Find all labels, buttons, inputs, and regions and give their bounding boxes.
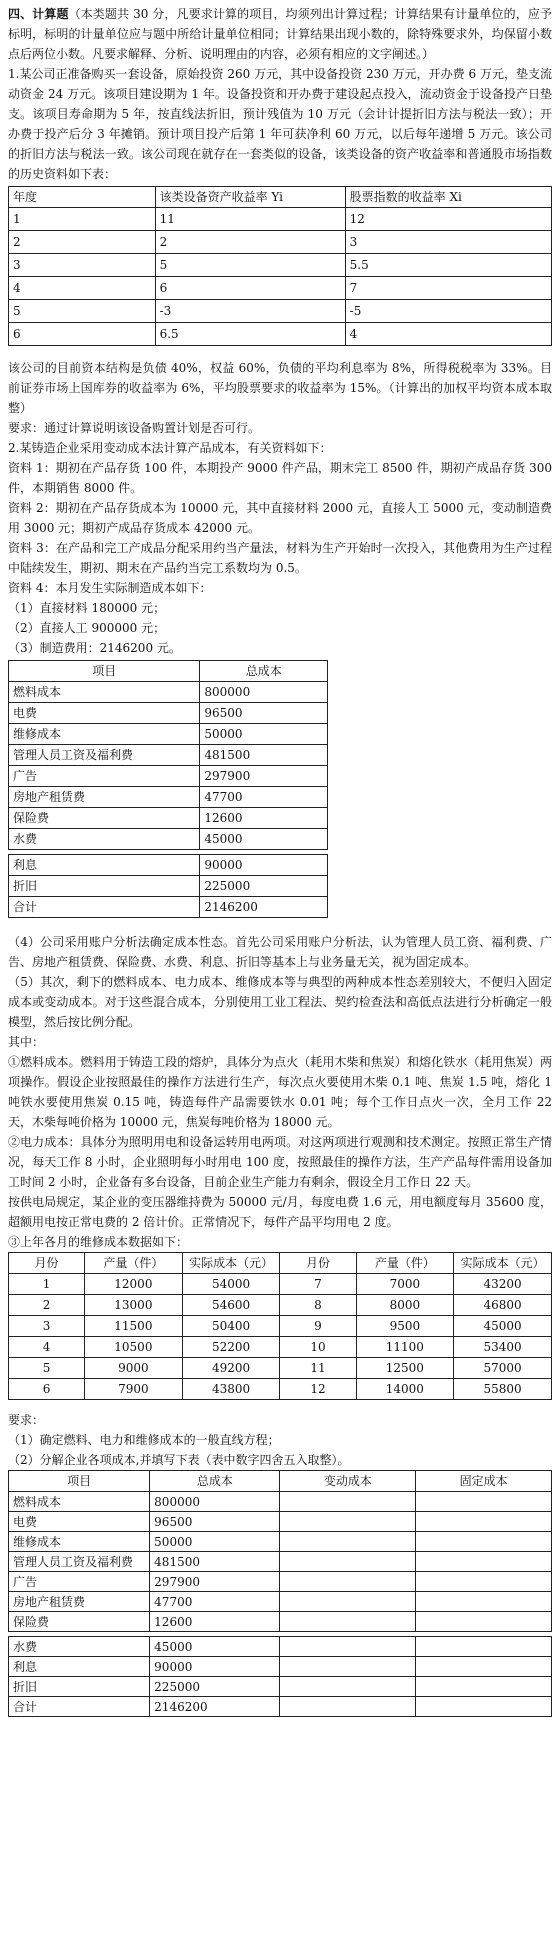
table-cell: 481500 <box>200 745 328 766</box>
section-instructions: （本类题共 30 分，凡要求计算的项目，均须列出计算过程；计算结果有计量单位的，应予标明，标明的计量单位应与题中所给计量单位相同；计算结果出现小数的，除特殊要求外，均保留小数点后两位小数。凡要求解释、分析、说明理由的内容，必须有相应的文字阐述。） <box>8 7 552 61</box>
table-row <box>9 1612 552 1632</box>
table-cell <box>416 1657 552 1677</box>
table-row <box>9 787 328 808</box>
table-cell: 合计 <box>9 1697 150 1717</box>
table-cell: 7900 <box>85 1379 183 1400</box>
table-cell: 4 <box>9 277 156 300</box>
table-cell: 管理人员工资及福利费 <box>9 745 200 766</box>
table-row <box>9 1274 552 1295</box>
table-cell: 折旧 <box>9 876 200 897</box>
table-cell: 维修成本 <box>9 1532 150 1552</box>
table-cell: 2 <box>9 231 156 254</box>
table-cell: 折旧 <box>9 1677 150 1697</box>
table-cell: 45000 <box>200 829 328 850</box>
table-cell: 7 <box>345 277 551 300</box>
table-cell: 96500 <box>150 1512 280 1532</box>
column-header: 月份 <box>280 1253 356 1274</box>
table-cell: 2146200 <box>200 897 328 918</box>
table-cell <box>416 1552 552 1572</box>
q2-cost-1: （1）直接材料 180000 元； <box>8 601 166 615</box>
table-row <box>9 1637 552 1657</box>
column-header: 年度 <box>9 187 156 208</box>
maintenance-table <box>8 1252 552 1400</box>
q2-material-4: 资料 4：本月发生实际制造成本如下： <box>8 581 212 595</box>
table-row <box>9 1677 552 1697</box>
table-cell <box>416 1637 552 1657</box>
q2-maintenance: ③上年各月的维修成本数据如下： <box>8 1235 189 1249</box>
table-row <box>9 208 552 231</box>
column-header: 总成本 <box>150 1471 280 1492</box>
table-cell <box>280 1552 416 1572</box>
q2-req-2: （2）分解企业各项成本,并填写下表（表中数字四舍五入取整）。 <box>8 1453 350 1467</box>
section-label: 四、计算题 <box>8 7 69 21</box>
table-row <box>9 1572 552 1592</box>
table-cell: 54000 <box>182 1274 280 1295</box>
column-header: 月份 <box>9 1253 85 1274</box>
table-cell: 广告 <box>9 766 200 787</box>
q2-power: ②电力成本：具体分为照明用电和设备运转用电两项。对这两项进行观测和技术测定。按照正常生产情况，每天工作 8 小时，企业照明每小时用电 100 度，按照最佳的操作方法，生产产品每件需用设备加工时间 2 小时，企业备有多台设备，目前企业生产能力有剩余，假设全月工作日 22 天。 <box>8 1135 552 1189</box>
column-header: 产量（件） <box>356 1253 454 1274</box>
table-cell: 12600 <box>200 808 328 829</box>
table-cell <box>280 1637 416 1657</box>
q2-cost-2: （2）直接人工 900000 元； <box>8 621 166 635</box>
table-row <box>9 1592 552 1612</box>
table-cell: 45000 <box>454 1316 552 1337</box>
q2-power-2: 按供电局规定，某企业的变压器维持费为 50000 元/月，每度电费 1.6 元，用电额度每月 35600 度，超额用电按正常电费的 2 倍计价。正常情况下，每件产品平均用电 2 度。 <box>8 1195 552 1229</box>
table-cell <box>416 1572 552 1592</box>
table-row <box>9 1316 552 1337</box>
table-cell: 利息 <box>9 1657 150 1677</box>
table-cell: 43800 <box>182 1379 280 1400</box>
table-cell: 10500 <box>85 1337 183 1358</box>
table-cell: 2146200 <box>150 1697 280 1717</box>
table-row <box>9 1337 552 1358</box>
table-row <box>9 1492 552 1512</box>
table-cell: 5.5 <box>345 254 551 277</box>
column-header: 实际成本（元） <box>454 1253 552 1274</box>
table-cell: 46800 <box>454 1295 552 1316</box>
table-cell: 电费 <box>9 703 200 724</box>
table-cell <box>280 1572 416 1592</box>
table-cell: 9500 <box>356 1316 454 1337</box>
table-cell <box>280 1592 416 1612</box>
table-cell: -5 <box>345 300 551 323</box>
table-cell: 6 <box>9 323 156 346</box>
table-cell: 1 <box>9 1274 85 1295</box>
table-cell <box>280 1612 416 1632</box>
table-cell: 12600 <box>150 1612 280 1632</box>
table-cell: 房地产租赁费 <box>9 1592 150 1612</box>
q2-point-4: （4）公司采用账户分析法确定成本性态。首先公司采用账户分析法，认为管理人员工资、福利费、广告、房地产租赁费、保险费、水费、利息、折旧等基本上与业务量无关，视为固定成本。 <box>8 935 552 969</box>
table-cell: 3 <box>9 1316 85 1337</box>
table-cell: 225000 <box>150 1677 280 1697</box>
table-row <box>9 254 552 277</box>
q2-material-2: 资料 2：期初在产品存货成本为 10000 元，其中直接材料 2000 元，直接人工 5000 元，变动制造费用 3000 元；期初产成品存货成本 42000 元。 <box>8 501 552 535</box>
table-cell: 合计 <box>9 897 200 918</box>
table-cell: 297900 <box>150 1572 280 1592</box>
table-cell: 11 <box>155 208 345 231</box>
column-header: 总成本 <box>200 661 328 682</box>
q1-after: 该公司的目前资本结构是负债 40%，权益 60%，负债的平均利息率为 8%，所得税税率为 33%。目前证券市场上国库券的收益率为 6%，平均股票要求的收益率为 15%。（计算出的加权平均资本成本取整） <box>8 361 552 415</box>
table-cell <box>416 1512 552 1532</box>
table-cell: 800000 <box>200 682 328 703</box>
table-cell: 53400 <box>454 1337 552 1358</box>
table-cell <box>416 1592 552 1612</box>
q2-fuel: ①燃料成本。燃料用于铸造工段的熔炉，具体分为点火（耗用木柴和焦炭）和熔化铁水（耗用焦炭）两项操作。假设企业按照最佳的操作方法进行生产，每次点火要使用木柴 0.1 吨、焦炭 1.5 吨，熔化 1 吨铁水要使用焦炭 0.15 吨，铸造每件产品需要铁水 0.01 吨；每个工作日点火一次，全月工作 22 天，木柴每吨价格为 10000 元，焦炭每吨价格为 18000 元。 <box>8 1055 552 1129</box>
table-row <box>9 1532 552 1552</box>
table-row <box>9 323 552 346</box>
table-cell: 800000 <box>150 1492 280 1512</box>
table-cell: 9 <box>280 1316 356 1337</box>
table-row <box>9 1552 552 1572</box>
table-cell <box>280 1492 416 1512</box>
table-cell <box>416 1532 552 1552</box>
table-cell: 45000 <box>150 1637 280 1657</box>
q2-req-1: （1）确定燃料、电力和维修成本的一般直线方程； <box>8 1433 280 1447</box>
q1-table <box>8 186 552 346</box>
column-header: 产量（件） <box>85 1253 183 1274</box>
table-cell: 11500 <box>85 1316 183 1337</box>
table-cell: 6 <box>9 1379 85 1400</box>
table-cell: 297900 <box>200 766 328 787</box>
table-cell: 12000 <box>85 1274 183 1295</box>
table-cell: 11100 <box>356 1337 454 1358</box>
table-cell <box>280 1512 416 1532</box>
table-cell <box>416 1677 552 1697</box>
table-row <box>9 703 328 724</box>
table-cell: 9000 <box>85 1358 183 1379</box>
table-cell: 燃料成本 <box>9 682 200 703</box>
table-cell: 6 <box>155 277 345 300</box>
cost-table-continued <box>8 854 328 918</box>
table-cell: 4 <box>345 323 551 346</box>
table-row <box>9 724 328 745</box>
table-row <box>9 829 328 850</box>
table-cell: 管理人员工资及福利费 <box>9 1552 150 1572</box>
table-cell: 2 <box>155 231 345 254</box>
table-cell: 电费 <box>9 1512 150 1532</box>
table-row <box>9 745 328 766</box>
table-cell: 55800 <box>454 1379 552 1400</box>
table-cell <box>416 1612 552 1632</box>
q2-intro: 2.某铸造企业采用变动成本法计算产品成本，有关资料如下： <box>8 441 332 455</box>
table-row <box>9 1379 552 1400</box>
table-cell: 13000 <box>85 1295 183 1316</box>
table-cell: 47700 <box>150 1592 280 1612</box>
table-cell: 利息 <box>9 855 200 876</box>
table-cell: 90000 <box>200 855 328 876</box>
column-header: 该类设备资产收益率 Yi <box>155 187 345 208</box>
table-cell: 50000 <box>200 724 328 745</box>
table-cell: 4 <box>9 1337 85 1358</box>
table-cell: 3 <box>345 231 551 254</box>
section-header <box>8 4 552 64</box>
table-cell: 50000 <box>150 1532 280 1552</box>
table-cell: 47700 <box>200 787 328 808</box>
table-cell: 水费 <box>9 1637 150 1657</box>
table-cell: 7 <box>280 1274 356 1295</box>
q2-point-5: （5）其次，剩下的燃料成本、电力成本、维修成本等与典型的两种成本性态差别较大，不便归入固定成本或变动成本。对于这些混合成本，分别使用工业工程法、契约检查法和高低点法进行分析确定一般模型，然后按比例分配。 <box>8 975 552 1029</box>
column-header: 实际成本（元） <box>182 1253 280 1274</box>
column-header: 项目 <box>9 1471 150 1492</box>
table-cell: 5 <box>9 1358 85 1379</box>
table-cell: 49200 <box>182 1358 280 1379</box>
q2-cost-3: （3）制造费用：2146200 元。 <box>8 641 181 655</box>
table-cell: 保险费 <box>9 1612 150 1632</box>
table-cell: -3 <box>155 300 345 323</box>
table-cell: 5 <box>9 300 156 323</box>
table-cell <box>280 1657 416 1677</box>
table-row <box>9 277 552 300</box>
table-cell <box>280 1697 416 1717</box>
table-cell: 10 <box>280 1337 356 1358</box>
table-cell: 12500 <box>356 1358 454 1379</box>
table-cell <box>280 1677 416 1697</box>
q2-requirement: 要求： <box>8 1413 45 1427</box>
table-row <box>9 1697 552 1717</box>
table-row <box>9 766 328 787</box>
table-row <box>9 1657 552 1677</box>
table-row <box>9 1295 552 1316</box>
table-row <box>9 808 328 829</box>
table-row <box>9 682 328 703</box>
table-row <box>9 1358 552 1379</box>
table-cell: 52200 <box>182 1337 280 1358</box>
table-cell: 50400 <box>182 1316 280 1337</box>
q2-material-3: 资料 3：在产品和完工产成品分配采用约当产量法，材料为生产开始时一次投入，其他费用为生产过程中陆续发生，期初、期末在产品约当完工系数均为 0.5。 <box>8 541 552 575</box>
table-cell: 5 <box>155 254 345 277</box>
table-cell: 水费 <box>9 829 200 850</box>
table-cell: 8000 <box>356 1295 454 1316</box>
table-cell: 广告 <box>9 1572 150 1592</box>
q2-among: 其中： <box>8 1035 45 1049</box>
table-cell: 燃料成本 <box>9 1492 150 1512</box>
table-cell: 11 <box>280 1358 356 1379</box>
q1-text: 1.某公司正准备购买一套设备，原始投资 260 万元，其中设备投资 230 万元，开办费 6 万元，垫支流动资金 24 万元。该项目建设期为 1 年。设备投资和开办费于建设起点投入，流动资金于设备投产日垫支。该项目寿命期为 5 年，按直线法折旧，预计残值为 10 万元（会计计提折旧方法与税法一致）；开办费于投产后分 3 年摊销。预计项目投产后第 1 年可获净利 60 万元，以后每年递增 5 万元。该公司的折旧方法与税法一致。该公司现在就存在一套类似的设备，该类设备的资产收益率和普通股市场指数的历史资料如下表： <box>8 67 552 181</box>
table-cell <box>280 1532 416 1552</box>
table-cell: 481500 <box>150 1552 280 1572</box>
table-row <box>9 231 552 254</box>
column-header: 固定成本 <box>416 1471 552 1492</box>
table-cell: 54600 <box>182 1295 280 1316</box>
table-cell: 3 <box>9 254 156 277</box>
table-cell: 90000 <box>150 1657 280 1677</box>
table-cell: 2 <box>9 1295 85 1316</box>
table-cell <box>416 1492 552 1512</box>
table-cell: 8 <box>280 1295 356 1316</box>
cost-breakdown-table <box>8 1470 552 1632</box>
table-cell: 12 <box>280 1379 356 1400</box>
table-cell: 保险费 <box>9 808 200 829</box>
table-cell: 1 <box>9 208 156 231</box>
table-cell: 57000 <box>454 1358 552 1379</box>
table-cell: 225000 <box>200 876 328 897</box>
table-cell: 96500 <box>200 703 328 724</box>
column-header: 股票指数的收益率 Xi <box>345 187 551 208</box>
cost-breakdown-table-continued <box>8 1636 552 1717</box>
table-cell: 6.5 <box>155 323 345 346</box>
table-cell <box>416 1697 552 1717</box>
table-cell: 12 <box>345 208 551 231</box>
q2-material-1: 资料 1：期初在产品存货 100 件，本期投产 9000 件产品，期末完工 8500 件，期初产成品存货 300 件，本期销售 8000 件。 <box>8 461 552 495</box>
table-row <box>9 855 328 876</box>
column-header: 变动成本 <box>280 1471 416 1492</box>
table-cell: 房地产租赁费 <box>9 787 200 808</box>
q1-requirement: 要求：通过计算说明该设备购置计划是否可行。 <box>8 421 261 435</box>
table-cell: 14000 <box>356 1379 454 1400</box>
table-row <box>9 897 328 918</box>
table-row <box>9 876 328 897</box>
cost-table <box>8 660 328 850</box>
table-row <box>9 1512 552 1532</box>
table-cell: 7000 <box>356 1274 454 1295</box>
table-cell: 维修成本 <box>9 724 200 745</box>
column-header: 项目 <box>9 661 200 682</box>
table-row <box>9 300 552 323</box>
table-cell: 43200 <box>454 1274 552 1295</box>
